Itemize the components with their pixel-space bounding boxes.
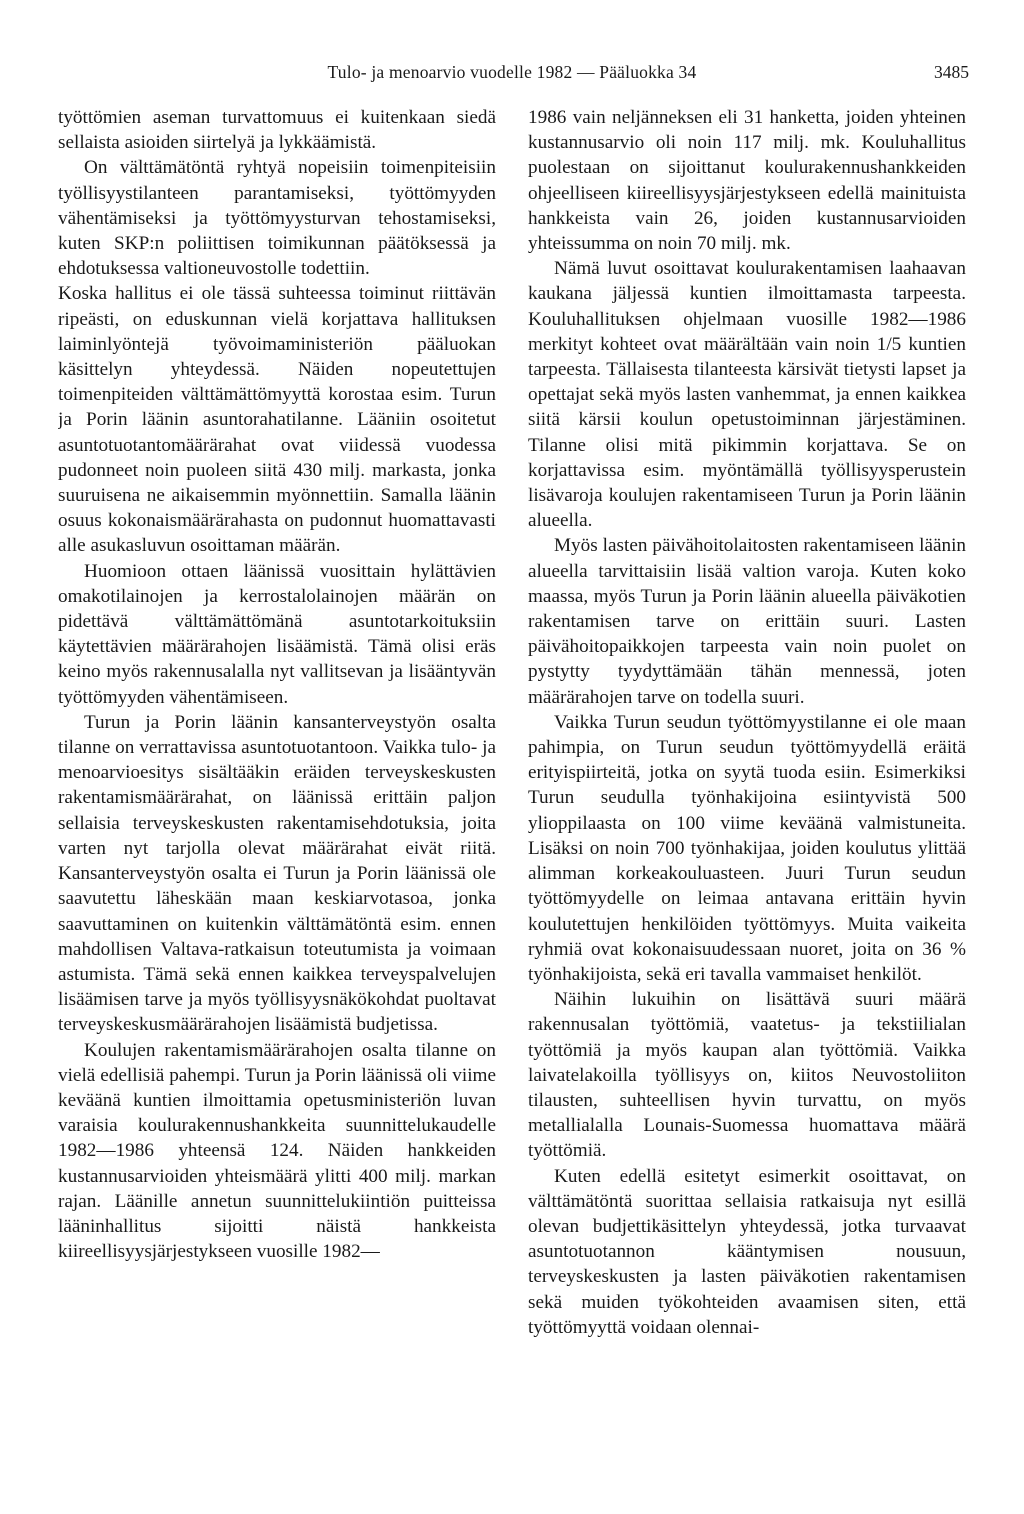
paragraph: Näihin lukuihin on lisättävä suuri määrä rakennusalan työttömiä, vaatetus- ja tekstiilialan työttömiä ja myös kaupan alan työttömiä. Vaikka laivatelakoilla työllisyys on, kiitos Neuvostoliiton tilausten, suhteellisen hyvin turvattu, on myös metallialalla Lounais-Suomessa huomattava määrä työttömiä. bbox=[528, 989, 966, 1162]
right-column bbox=[528, 105, 966, 1490]
paragraph: työttömien aseman turvattomuus ei kuitenkaan siedä sellaista asioiden siirtelyä ja lykkäämistä. bbox=[58, 107, 496, 154]
page-number: 3485 bbox=[934, 62, 969, 82]
paragraph: Kuten edellä esitetyt esimerkit osoittavat, on välttämätöntä suorittaa sellaisia ratkaisuja nyt esillä olevan budjettikäsittelyn yhteydessä, jotka turvaavat asuntotuotannon kääntymisen nousuun, terveyskeskusten ja lasten päiväkotien rakentamisen sekä muiden työkohteiden avaamisen siten, että työttömyyttä voidaan olennai- bbox=[528, 1165, 966, 1338]
paragraph: Huomioon ottaen läänissä vuosittain hylättävien omakotilainojen ja kerrostalolainojen määrän on pidettävä välttämättömänä asuntotarkoituksiin käytettävien määrärahojen lisäämistä. Tämä olisi eräs keino myös rakennusalalla nyt vallitsevan ja lisääntyvän työttömyyden vähentämiseen. bbox=[58, 560, 496, 708]
left-column bbox=[58, 105, 496, 1490]
paragraph: Koulujen rakentamismäärärahojen osalta tilanne on vielä edellisiä pahempi. Turun ja Porin läänissä oli viime keväänä kuntien ilmoittamia opetusministeriön luvan varaisia koulurakennushankkeita suunnittelukaudelle 1982—1986 yhteensä 124. Näiden hankkeiden kustannusarvioiden yhteismäärä ylitti 400 milj. markan rajan. Läänille annetun suunnittelukiintiön puitteissa lääninhallitus sijoitti näistä hankkeista kiireellisyysjärjestykseen vuosille 1982— bbox=[58, 1039, 496, 1263]
paragraph: Nämä luvut osoittavat koulurakentamisen laahaavan kaukana jäljessä kuntien ilmoittamasta tarpeesta. Kouluhallituksen ohjelmaan vuosille 1982—1986 merkityt kohteet ovat määrältään vain noin 1/5 kuntien tarpeesta. Tällaisesta tilanteesta kärsivät tietysti lapset ja opettajat sekä myös lasten vanhemmat, ja ennen kaikkea siitä kärsii koulun opetustoiminnan järjestäminen. Tilanne olisi mitä pikimmin korjattava. Se on korjattavissa esim. myöntämällä työllisyysperustein lisävaroja koulujen rakentamiseen Turun ja Porin läänin alueella. bbox=[528, 258, 966, 532]
paragraph: On välttämätöntä ryhtyä nopeisiin toimenpiteisiin työllisyystilanteen parantamiseksi, työttömyyden vähentämiseksi ja työttömyysturvan tehostamiseksi, kuten SKP:n poliittisen toimikunnan päätöksessä ja ehdotuksessa valtioneuvostolle todettiin. bbox=[58, 157, 496, 280]
paragraph: Koska hallitus ei ole tässä suhteessa toiminut riittävän ripeästi, on eduskunnan vielä korjattava hallituksen laiminlyöntejä työvoimaministeriön pääluokan käsittelyn yhteydessä. Näiden nopeutettujen toimenpiteiden välttämättömyyttä korostaa esim. Turun ja Porin läänin asuntorahatilanne. Lääniin osoitetut asuntotuotantomäärärahat ovat viidessä vuodessa pudonneet noin puoleen siitä 430 milj. markasta, jonka suuruisena ne aikaisemmin myönnettiin. Samalla läänin osuus kokonaismäärärahasta on pudonnut huomattavasti alle asukasluvun osoittaman määrän. bbox=[58, 283, 496, 557]
paragraph: Turun ja Porin läänin kansanterveystyön osalta tilanne on verrattavissa asuntotuotantoon. Vaikka tulo- ja menoarvioesitys sisältääkin eräiden terveyskeskusten rakentamismäärärahat, on läänissä erittäin paljon sellaisia terveyskeskusten rakentamisehdotuksia, joita varten nyt tarjolla olevat määrärahat eivät riitä. Kansanterveystyön osalta ei Turun ja Porin läänissä ole saavutettu läheskään maan keskiarvotasoa, jonka saavuttaminen on kuitenkin välttämätöntä esim. ennen mahdollisen Valtava-ratkaisun toteutumista ja voimaan astumista. Tämä sekä ennen kaikkea terveyspalvelujen lisäämisen tarve ja myös työllisyysnäkökohdat puoltavat terveyskeskusmäärärahojen lisäämistä budjetissa. bbox=[58, 711, 496, 1036]
paragraph: Vaikka Turun seudun työttömyystilanne ei ole maan pahimpia, on Turun seudun työttömyydellä eräitä erityispiirteitä, jotka on syytä tuoda esiin. Esimerkiksi Turun seudulla työnhakijoina esiintyvistä 500 ylioppilaasta on 100 viime keväänä valmistuneita. Lisäksi on noin 700 työnhakijaa, joiden koulutus ylittää alimman korkeakouluasteen. Juuri Turun seudun työttömyydelle on leimaa antavana erittäin hyvin koulutettujen henkilöiden työttömyys. Muita vaikeita ryhmiä ovat kokonaisuudessaan nuoret, joita on 36 % työnhakijoista, sekä eri tavalla vammaiset henkilöt. bbox=[528, 711, 966, 985]
paragraph: Myös lasten päivähoitolaitosten rakentamiseen läänin alueella tarvittaisiin lisää valtion varoja. Kuten koko maassa, myös Turun ja Porin läänin alueella päiväkotien rakentamisen tarve on erittäin suuri. Lasten päivähoitopaikkojen tarpeesta vain noin puolet on pystytty tyydyttämään tähän mennessä, joten määrärahojen tarve on todella suuri. bbox=[528, 535, 966, 708]
page-header bbox=[0, 62, 1024, 86]
running-head: Tulo- ja menoarvio vuodelle 1982 — Pääluokka 34 bbox=[327, 62, 697, 82]
paragraph: 1986 vain neljänneksen eli 31 hanketta, joiden yhteinen kustannusarvio oli noin 117 milj. mk. Kouluhallitus puolestaan on sijoittanut koulurakennushankkeiden ohjeelliseen kiireellisyysjärjestykseen edellä mainituista hankkeista vain 26, joiden kustannusarvioiden yhteissumma on noin 70 milj. mk. bbox=[528, 107, 966, 255]
